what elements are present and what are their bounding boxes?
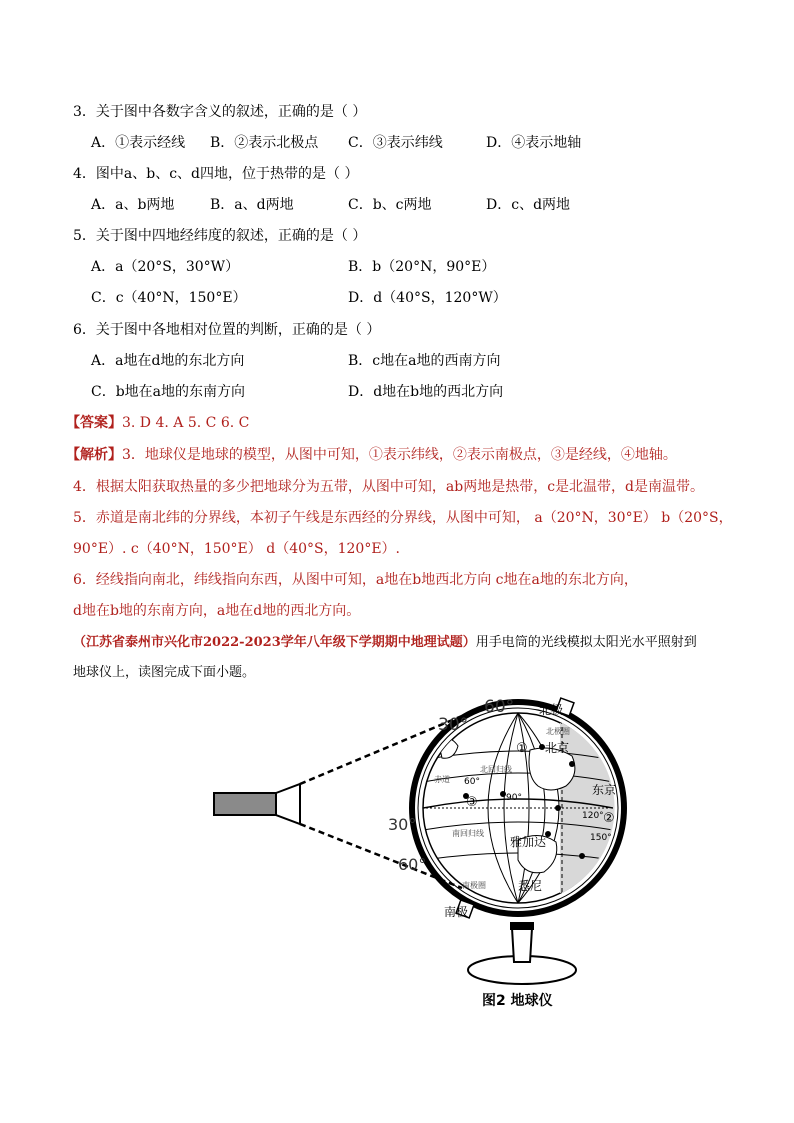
analysis-tag: 【解析】 xyxy=(66,447,122,463)
label-mark-3: ③ xyxy=(466,795,478,810)
q4-option-d: D．c、d两地 xyxy=(486,197,571,213)
analysis-line-5: 6．经线指向南北，纬线指向东西，从图中可知，a地在b地西北方向 c地在a地的东北方向， xyxy=(73,572,638,588)
label-antarctic: 南极圈 xyxy=(462,881,486,890)
question-3-stem: 3．关于图中各数字含义的叙述，正确的是（ ） xyxy=(73,104,367,120)
label-30-mid: 30° xyxy=(388,815,417,834)
label-beijing: 北京 xyxy=(545,741,570,755)
label-lon-150: 150° xyxy=(590,833,612,843)
q6-option-d: D．d地在b地的西北方向 xyxy=(348,384,504,400)
label-mark-1: ① xyxy=(516,741,528,756)
q6-option-b: B．c地在a地的西南方向 xyxy=(348,353,501,369)
label-tropic-s: 南回归线 xyxy=(452,829,484,838)
q4-option-b: B．a、d两地 xyxy=(210,197,294,213)
label-mark-2: ② xyxy=(603,811,615,826)
q6-option-a: A．a地在d地的东北方向 xyxy=(91,353,245,369)
label-south-pole: 南极 xyxy=(444,905,469,919)
source-tag: （江苏省泰州市兴化市2022-2023学年八年级下学期期中地理试题） xyxy=(73,635,476,650)
globe-figure xyxy=(200,690,660,990)
label-tokyo: 东京 xyxy=(592,783,617,797)
analysis-line-2: 4．根据太阳获取热量的多少把地球分为五带，从图中可知，ab两地是热带，c是北温带，d是南温带。 xyxy=(73,479,705,495)
q3-option-b: B．②表示北极点 xyxy=(210,135,319,151)
answer-line xyxy=(66,414,249,432)
question-6-stem: 6．关于图中各地相对位置的判断，正确的是（ ） xyxy=(73,322,381,338)
q3-option-d: D．④表示地轴 xyxy=(486,135,582,151)
label-tropic-n: 北回归线 xyxy=(480,765,512,774)
analysis-line-1: 【解析】3．地球仪是地球的模型，从图中可知，①表示纬线，②表示南极点，③是经线，④地轴。 xyxy=(66,447,677,463)
label-lon-120: 120° xyxy=(582,811,604,821)
q3-option-a: A．①表示经线 xyxy=(91,135,186,151)
q6-option-c: C．b地在a地的东南方向 xyxy=(91,384,246,400)
label-lon-90: 90° xyxy=(506,793,522,803)
flashlight-body xyxy=(214,793,276,815)
label-equator: 赤道 xyxy=(434,775,450,784)
question-4-stem: 4．图中a、b、c、d四地，位于热带的是（ ） xyxy=(73,166,359,182)
answer-tag: 【答案】 xyxy=(66,415,122,431)
label-60-bottom: 60° xyxy=(398,855,427,874)
source-line-1: （江苏省泰州市兴化市2022-2023学年八年级下学期期中地理试题）用手电筒的光线模拟太阳光水平照射到 xyxy=(73,635,697,650)
figure-caption: 图2 地球仪 xyxy=(482,993,553,1009)
label-30-left: 30° xyxy=(438,715,469,735)
q5-option-d: D．d（40°S，120°W） xyxy=(348,290,507,306)
flashlight-head xyxy=(276,784,300,824)
label-60-top: 60° xyxy=(484,697,515,717)
q5-option-c: C．c（40°N，150°E） xyxy=(91,290,247,306)
q3-option-c: C．③表示纬线 xyxy=(348,135,443,151)
q4-option-a: A．a、b两地 xyxy=(91,197,175,213)
answer-text: 3. D 4. A 5. C 6. C xyxy=(122,415,250,431)
globe-stand-cap xyxy=(510,922,534,930)
analysis-line-6: d地在b地的东南方向，a地在d地的西北方向。 xyxy=(73,603,361,619)
label-sydney: 悉尼 xyxy=(518,879,543,893)
analysis-line-3: 5．赤道是南北纬的分界线，本初子午线是东西经的分界线，从图中可知， a（20°N，30°E） b（20°S， xyxy=(73,510,733,526)
label-north-pole: 北极 xyxy=(539,703,564,717)
q5-option-a: A．a（20°S，30°W） xyxy=(91,259,240,275)
label-arctic: 北极圈 xyxy=(546,727,570,736)
label-jakarta: 雅加达 xyxy=(510,835,547,849)
q5-option-b: B．b（20°N，90°E） xyxy=(348,259,496,275)
source-line-2: 地球仪上，读图完成下面小题。 xyxy=(73,665,256,680)
q4-option-c: C．b、c两地 xyxy=(348,197,432,213)
globe-stand-neck xyxy=(512,928,532,962)
question-5-stem: 5．关于图中四地经纬度的叙述，正确的是（ ） xyxy=(73,228,367,244)
label-lon-60: 60° xyxy=(464,777,480,787)
analysis-line-4: 90°E）. c（40°N，150°E） d（40°S，120°E）. xyxy=(73,541,400,557)
